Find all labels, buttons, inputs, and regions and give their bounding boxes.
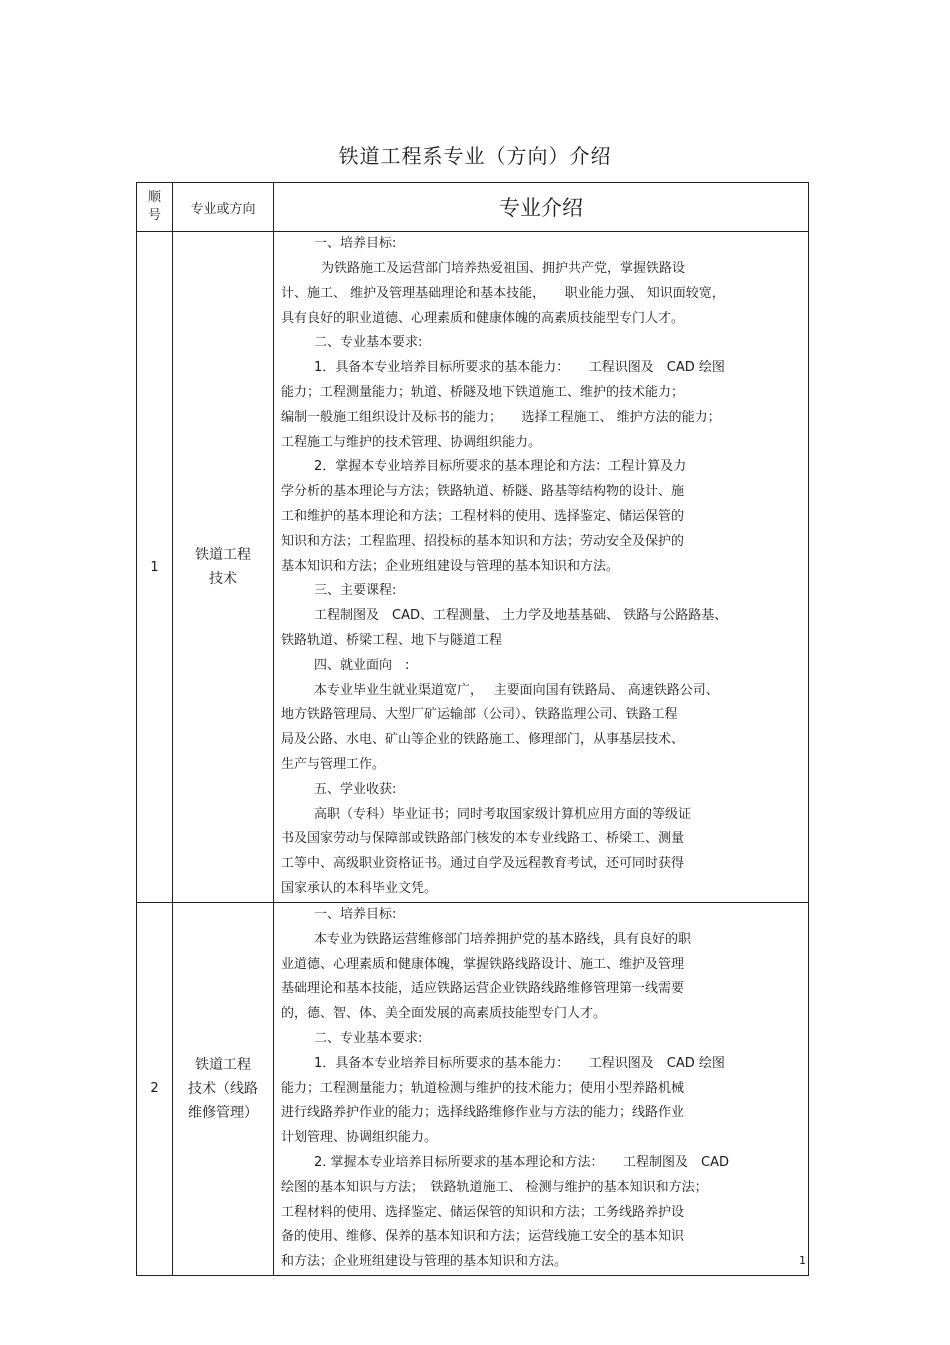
header-major: 专业或方向 bbox=[173, 183, 274, 232]
intro-line: 1．具备本专业培养目标所要求的基本能力： 工程识图及 CAD 绘图 bbox=[314, 360, 725, 376]
page-number: 1 bbox=[799, 1254, 806, 1267]
intro-line: 二、专业基本要求: bbox=[314, 335, 423, 351]
intro-line: 计划管理、协调组织能力。 bbox=[281, 1130, 438, 1146]
intro-line: 编制一般施工组织设计及标书的能力； 选择工程施工、 维护方法的能力； bbox=[281, 409, 721, 425]
table-row bbox=[137, 903, 809, 1276]
table-header-row bbox=[137, 183, 809, 232]
intro-line: 一、培养目标: bbox=[314, 907, 397, 922]
intro-line: 地方铁路管理局、大型厂矿运输部（公司）、铁路监理公司、铁路工程 bbox=[281, 707, 678, 723]
intro-line: 和方法；企业班组建设与管理的基本知识和方法。 bbox=[281, 1254, 568, 1270]
intro-line: 工等中、高级职业资格证书。通过自学及远程教育考试，还可同时获得 bbox=[281, 856, 685, 872]
intro-line: 业道德、心理素质和健康体魄，掌握铁路线路设计、施工、维护及管理 bbox=[281, 956, 685, 972]
intro-line: 生产与管理工作。 bbox=[281, 756, 386, 772]
intro-line: 国家承认的本科毕业文凭。 bbox=[281, 880, 438, 896]
intro-line: 具有良好的职业道德、心理素质和健康体魄的高素质技能型专门人才。 bbox=[281, 310, 685, 326]
intro-line: 本专业毕业生就业渠道宽广， 主要面向国有铁路局、 高速铁路公司、 bbox=[314, 682, 719, 698]
header-number: 顺 号 bbox=[137, 183, 173, 232]
intro-line: 本专业为铁路运营维修部门培养拥护党的基本路线，具有良好的职 bbox=[314, 931, 692, 947]
intro-cell bbox=[274, 232, 809, 903]
intro-line: 一、培养目标: bbox=[314, 236, 397, 252]
intro-line: 基础理论和基本技能，适应铁路运营企业铁路线路维修管理第一线需要 bbox=[281, 981, 685, 997]
intro-line: 铁路轨道、桥梁工程、地下与隧道工程 bbox=[281, 632, 503, 648]
intro-line: 基本知识和方法；企业班组建设与管理的基本知识和方法。 bbox=[281, 558, 620, 574]
header-intro: 专业介绍 bbox=[274, 183, 809, 232]
intro-line: 计、施工、 维护及管理基础理论和基本技能， 职业能力强、 知识面较宽， bbox=[281, 285, 725, 301]
intro-line: 进行线路养护作业的能力；选择线路维修作业与方法的能力；线路作业 bbox=[281, 1105, 685, 1121]
intro-line: 工程施工与维护的技术管理、协调组织能力。 bbox=[281, 434, 542, 450]
intro-line: 的，德、智、体、美全面发展的高素质技能型专门人才。 bbox=[281, 1006, 607, 1022]
intro-line: 书及国家劳动与保障部或铁路部门核发的本专业线路工、桥梁工、测量 bbox=[281, 831, 685, 847]
intro-line: 五、学业收获: bbox=[314, 781, 397, 797]
intro-line: 能力；工程测量能力；轨道检测与维护的技术能力；使用小型养路机械 bbox=[281, 1080, 685, 1096]
intro-line: 绘图的基本知识与方法； 铁路轨道施工、 检测与维护的基本知识和方法； bbox=[281, 1179, 708, 1195]
intro-line: 局及公路、水电、矿山等企业的铁路施工、修理部门，从事基层技术、 bbox=[281, 732, 685, 748]
intro-line: 能力；工程测量能力；轨道、桥隧及地下铁道施工、维护的技术能力； bbox=[281, 385, 685, 401]
intro-line: 备的使用、维修、保养的基本知识和方法；运营线施工安全的基本知识 bbox=[281, 1229, 685, 1245]
major-name: 铁道工程 技术（线路 维修管理） bbox=[173, 903, 274, 1276]
intro-line: 1．具备本专业培养目标所要求的基本能力： 工程识图及 CAD 绘图 bbox=[314, 1055, 725, 1071]
major-name: 铁道工程 技术 bbox=[173, 232, 274, 903]
intro-line: 二、专业基本要求: bbox=[314, 1030, 423, 1046]
page-title: 铁道工程系专业（方向）介绍 bbox=[338, 144, 612, 168]
row-number: 1 bbox=[137, 232, 173, 903]
major-intro-table bbox=[136, 182, 809, 1276]
intro-line: 工程材料的使用、选择鉴定、储运保管的知识和方法；工务线路养护设 bbox=[281, 1204, 685, 1220]
intro-line: 三、主要课程: bbox=[314, 583, 397, 599]
intro-line: 高职（专科）毕业证书；同时考取国家级计算机应用方面的等级证 bbox=[314, 806, 692, 822]
intro-line: 2. 掌握本专业培养目标所要求的基本理论和方法： 工程制图及 CAD bbox=[314, 1154, 730, 1170]
intro-line: 2．掌握本专业培养目标所要求的基本理论和方法：工程计算及力 bbox=[314, 459, 687, 475]
table-row bbox=[137, 232, 809, 903]
intro-cell bbox=[274, 903, 809, 1276]
intro-line: 工和维护的基本理论和方法；工程材料的使用、选择鉴定、储运保管的 bbox=[281, 509, 685, 524]
intro-line: 知识和方法；工程监理、招投标的基本知识和方法；劳动安全及保护的 bbox=[281, 533, 685, 549]
intro-line: 学分析的基本理论与方法；铁路轨道、桥隧、路基等结构物的设计、施 bbox=[281, 484, 685, 500]
intro-line: 四、就业面向 : bbox=[314, 657, 410, 673]
intro-line: 为铁路施工及运营部门培养热爱祖国、拥护共产党，掌握铁路设 bbox=[321, 261, 686, 277]
intro-line: 工程制图及 CAD、工程测量、 土力学及地基基础、 铁路与公路路基、 bbox=[314, 608, 728, 624]
row-number: 2 bbox=[137, 903, 173, 1276]
